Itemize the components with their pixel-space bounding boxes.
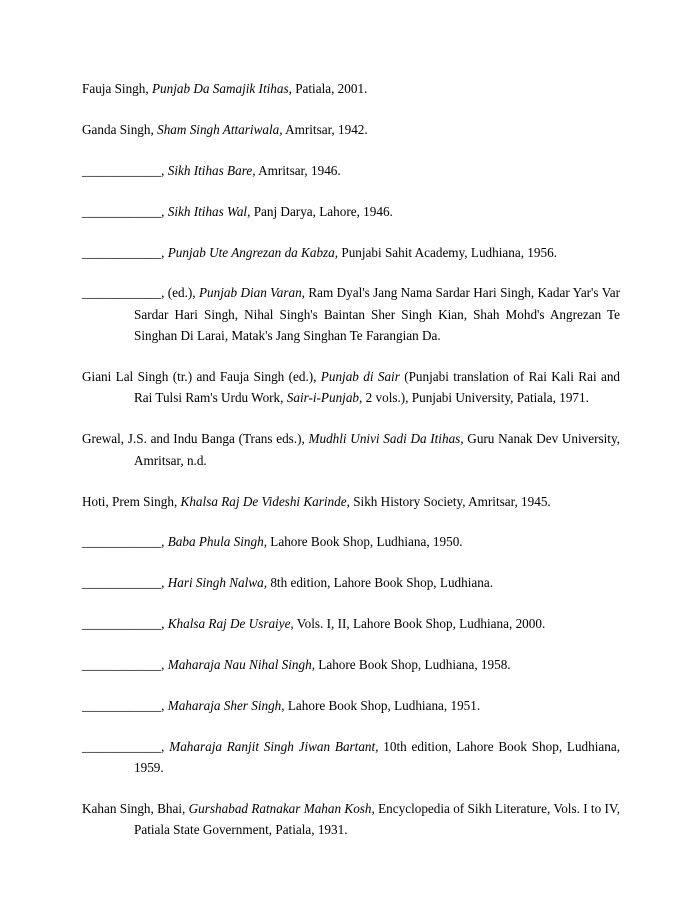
bibliography-entry (82, 531, 620, 552)
bibliography-entry (82, 78, 620, 99)
entry-text: Grewal, J.S. and Indu Banga (Trans eds.), (82, 431, 309, 447)
entry-text: Punjabi Sahit Academy, Ludhiana, 1956. (338, 244, 557, 260)
entry-text: ____________, (82, 244, 168, 260)
entry-text: Amritsar, 1942. (282, 121, 368, 137)
bibliography-entry (82, 491, 620, 512)
entry-title-italic: Punjab di Sair (320, 369, 400, 384)
entry-text: Ganda Singh, (82, 121, 158, 137)
entry-title-italic: Sham Singh Attariwala, (157, 121, 283, 137)
bibliography-entry (82, 119, 620, 140)
entry-text: 2 vols.), Punjabi University, Patiala, 1971. (362, 390, 589, 406)
entry-text: ____________, (82, 203, 168, 219)
entry-text: ____________, (82, 162, 168, 178)
entry-title-italic: Gurshabad Ratnakar Mahan Kosh, (188, 801, 375, 816)
entry-title-italic: Khalsa Raj De Videshi Karinde (180, 493, 347, 509)
bibliography-entry (82, 201, 620, 222)
entry-text: ____________, (82, 657, 168, 672)
bibliography-entry (82, 366, 620, 409)
entry-text: Kahan Singh, Bhai, (82, 801, 189, 816)
bibliography-entry (82, 654, 620, 675)
entry-text: Amritsar, 1946. (255, 162, 341, 178)
bibliography-list (82, 78, 620, 841)
entry-text: Lahore Book Shop, Ludhiana, 1958. (315, 657, 511, 672)
entry-title-italic: Punjab Da Samajik Itihas, (151, 81, 292, 96)
entry-text: ____________, (82, 575, 168, 591)
bibliography-entry (82, 736, 620, 779)
entry-title-italic: Sikh Itihas Bare, (167, 162, 256, 178)
entry-text: Vols. I, II, Lahore Book Shop, Ludhiana, 2000. (293, 616, 546, 632)
entry-text: Lahore Book Shop, Ludhiana, 1951. (284, 697, 481, 713)
entry-text: 8th edition, Lahore Book Shop, Ludhiana. (267, 575, 493, 591)
entry-text: Hoti, Prem Singh, (82, 493, 181, 509)
entry-title-italic: Maharaja Ranjit Singh Jiwan Bartant, (169, 738, 379, 754)
entry-text: Giani Lal Singh (tr.) and Fauja Singh (ed.), (82, 369, 321, 384)
entry-title-italic: Punjab Dian Varan, (198, 285, 305, 301)
entry-text: ____________, (82, 738, 170, 754)
bibliography-entry (82, 695, 620, 716)
entry-text: Ram Dyal's Jang Nama Sardar Hari Singh, Kadar Yar's Var Sardar Hari Singh, Nihal Singh's Baintan Sher Singh Kian, Shah Mohd's Angrezan Te Singhan Di Larai, Matak's Jang Singhan Te Farangian Da. (134, 285, 620, 344)
entry-title-italic: Sikh Itihas Wal, (167, 203, 251, 219)
entry-text: ____________, (82, 534, 168, 550)
bibliography-entry (82, 613, 620, 634)
entry-text: (Punjabi translation of Rai Kali Rai and Rai Tulsi Ram's Urdu Work, (134, 369, 621, 406)
entry-text: ____________, (ed.), (82, 285, 199, 301)
entry-title-italic: Mudhli Univi Sadi Da Itihas, (308, 431, 464, 447)
entry-title-italic: Khalsa Raj De Usraiye, (167, 616, 294, 632)
entry-title-italic: Maharaja Nau Nihal Singh, (167, 657, 315, 672)
entry-text: , Sikh History Society, Amritsar, 1945. (346, 493, 551, 509)
entry-text: ____________, (82, 616, 168, 632)
bibliography-entry (82, 428, 620, 471)
entry-title-italic: Hari Singh Nalwa, (167, 575, 268, 591)
bibliography-entry (82, 160, 620, 181)
bibliography-entry (82, 282, 620, 346)
entry-text: Panj Darya, Lahore, 1946. (250, 203, 393, 219)
bibliography-entry (82, 572, 620, 593)
entry-text: Patiala, 2001. (291, 81, 368, 96)
entry-title-italic: Sair-i-Punjab, (286, 390, 363, 406)
entry-text: Guru Nanak Dev University, Amritsar, n.d. (134, 431, 620, 468)
entry-text: ____________, (82, 697, 168, 713)
entry-text: Fauja Singh, (82, 81, 152, 96)
entry-title-italic: Maharaja Sher Singh, (167, 697, 285, 713)
entry-text: 10th edition, Lahore Book Shop, Ludhiana, 1959. (134, 738, 621, 776)
bibliography-entry (82, 798, 620, 841)
entry-text: Lahore Book Shop, Ludhiana, 1950. (267, 534, 463, 550)
entry-title-italic: Baba Phula Singh, (167, 534, 267, 550)
entry-text: Encyclopedia of Sikh Literature, Vols. I to IV, Patiala State Government, Patiala, 1931. (134, 801, 620, 838)
entry-title-italic: Punjab Ute Angrezan da Kabza, (167, 244, 339, 260)
bibliography-entry (82, 242, 620, 263)
